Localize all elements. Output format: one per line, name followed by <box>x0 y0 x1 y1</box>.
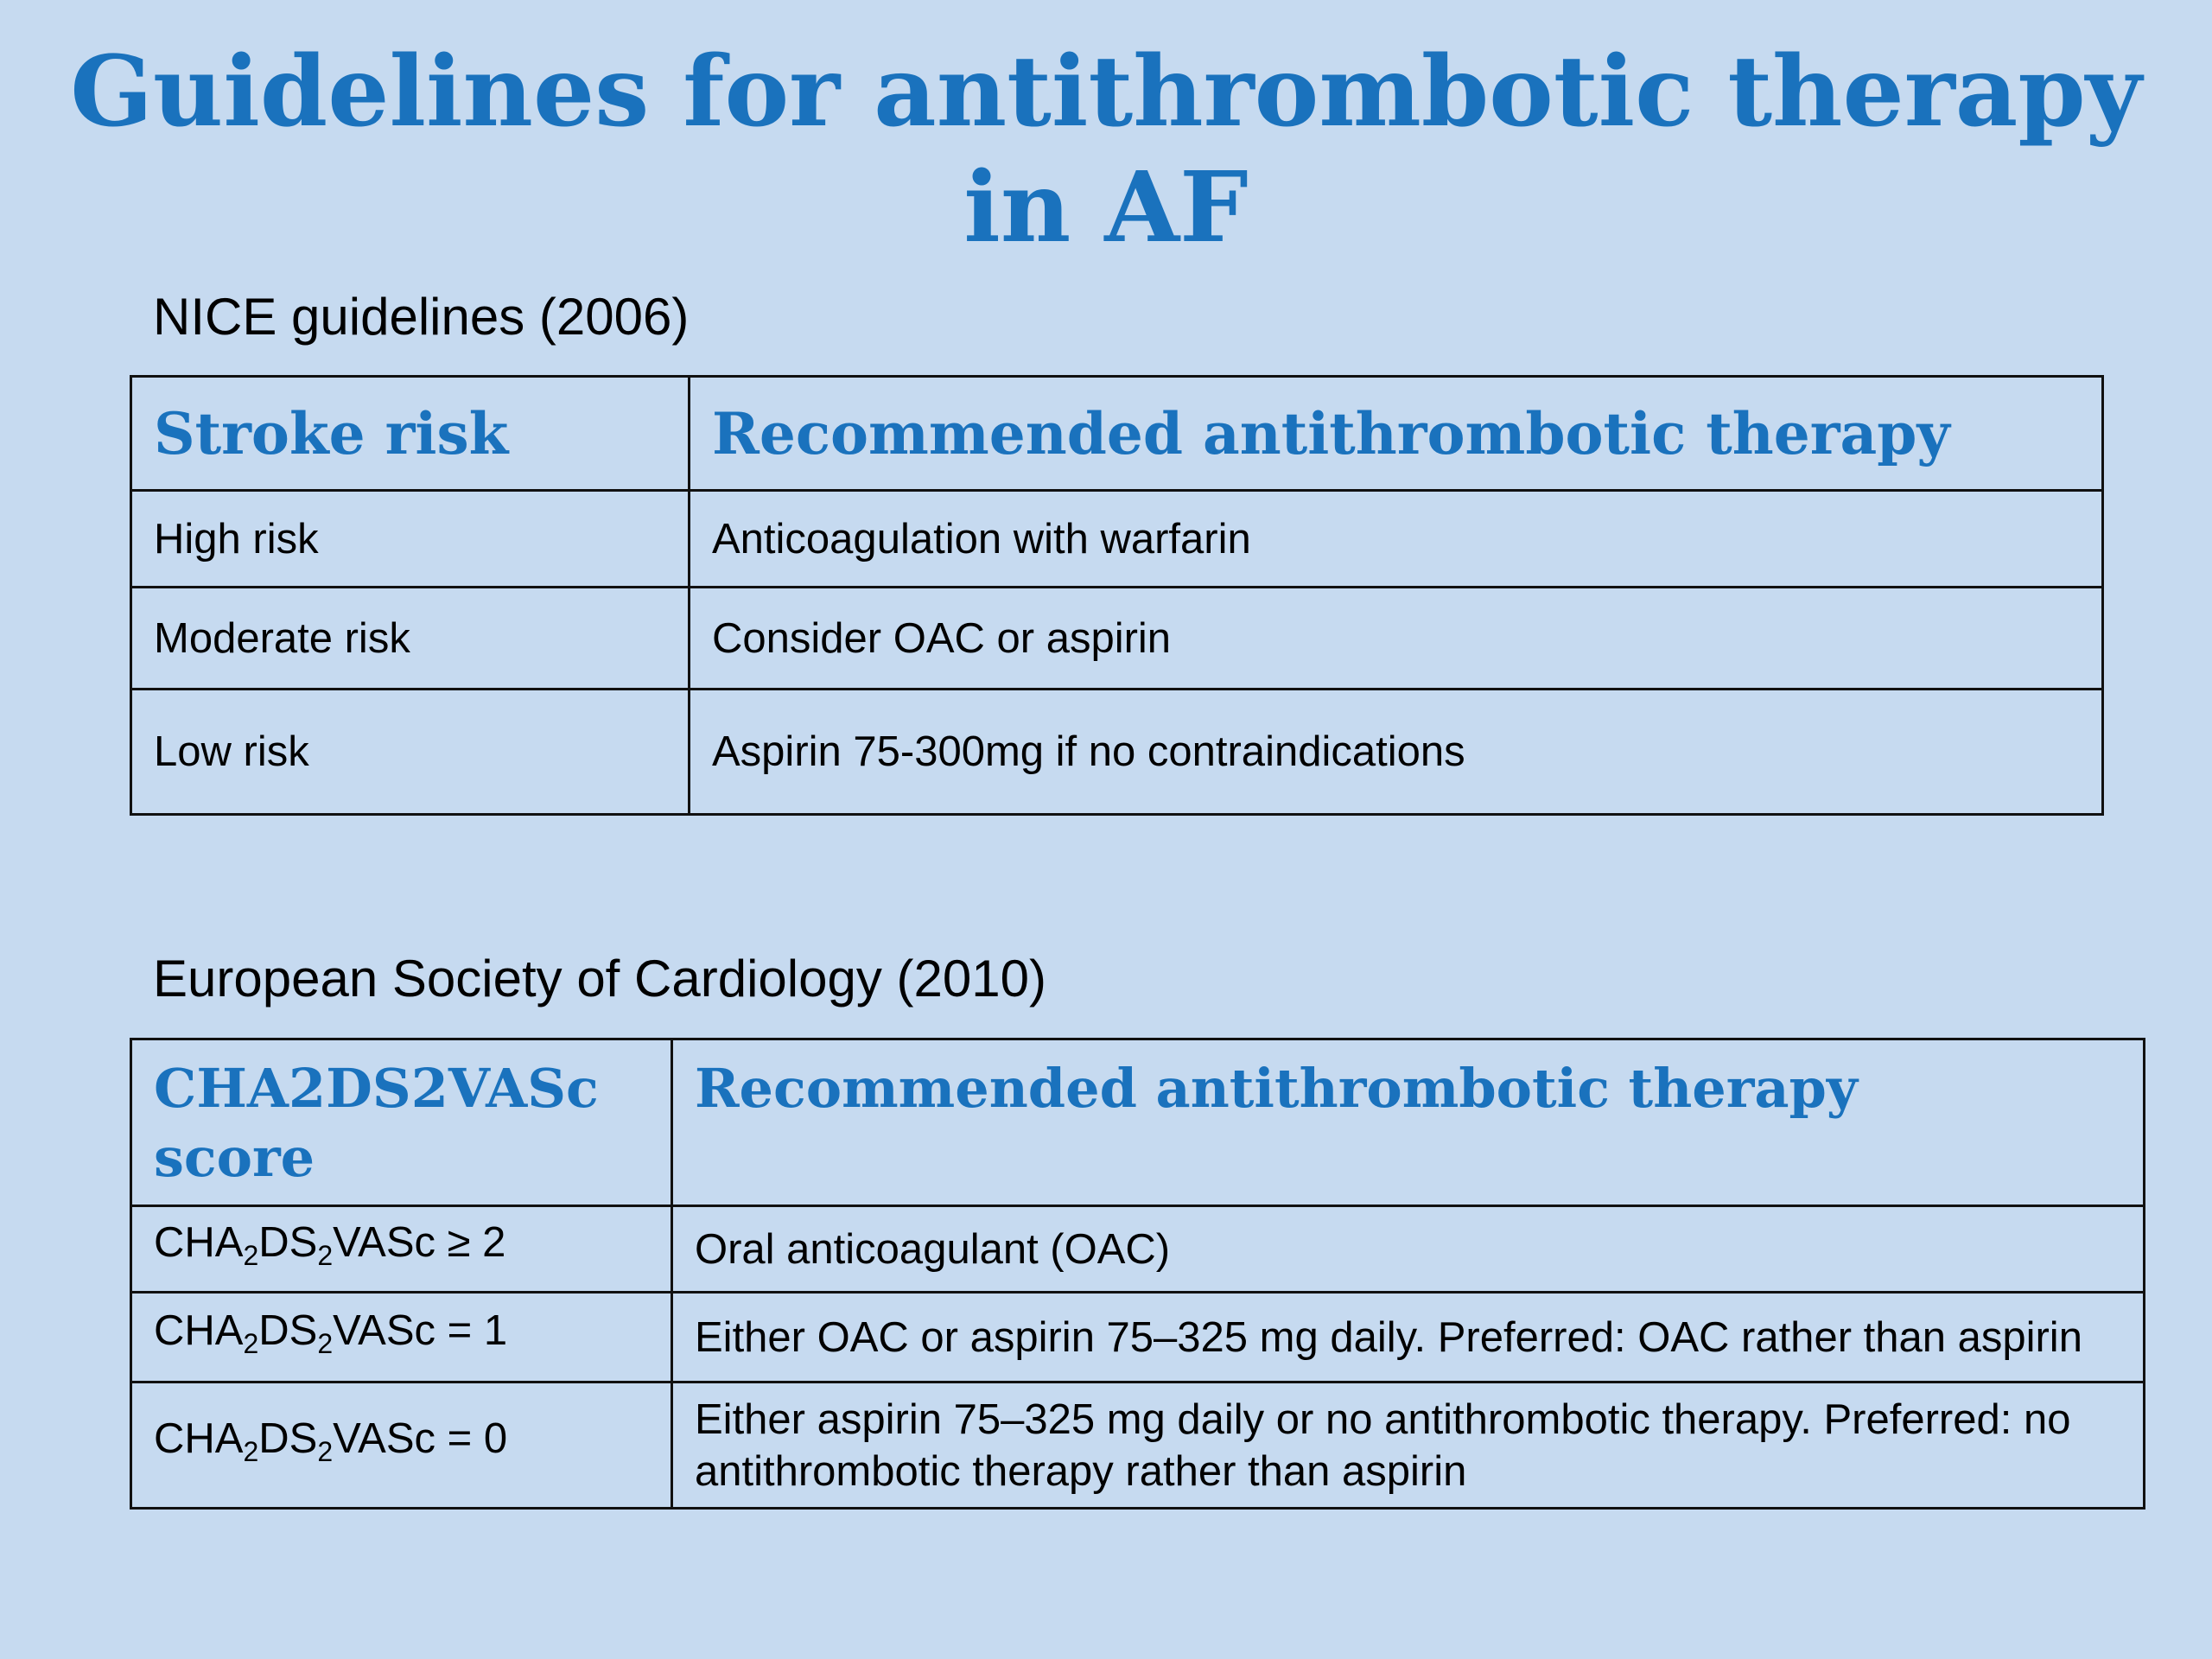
table-header-row <box>131 377 2103 491</box>
therapy-cell: Consider OAC or aspirin <box>690 588 2103 690</box>
therapy-cell: Either aspirin 75–325 mg daily or no antithrombotic therapy. Preferred: no antithrombotic therapy rather than aspirin <box>672 1382 2145 1509</box>
table-row <box>131 1206 2145 1293</box>
score-cell: $CHA_2DS_2VASc = 0$ <box>131 1382 672 1509</box>
table-row <box>131 1382 2145 1509</box>
therapy-cell: Aspirin 75-300mg if no contraindications <box>690 690 2103 815</box>
nice-section-label: NICE guidelines (2006) <box>153 288 690 346</box>
table-row <box>131 588 2103 690</box>
column-header-therapy: Recommended antithrombotic therapy <box>690 377 2103 491</box>
column-header-stroke-risk: Stroke risk <box>131 377 690 491</box>
risk-cell: Moderate risk <box>131 588 690 690</box>
esc-section-label: European Society of Cardiology (2010) <box>153 950 1046 1007</box>
nice-guidelines-table <box>130 375 2104 816</box>
table-header-row <box>131 1039 2145 1206</box>
page-title: Guidelines for antithrombotic therapy in AF <box>70 35 2142 264</box>
risk-cell: High risk <box>131 491 690 588</box>
score-cell: $CHA_2DS_2VASc = 1$ <box>131 1293 672 1382</box>
therapy-cell: Oral anticoagulant (OAC) <box>672 1206 2145 1293</box>
risk-cell: Low risk <box>131 690 690 815</box>
score-cell: $CHA_2DS_2VASc \ge 2$ <box>131 1206 672 1293</box>
table-row <box>131 1293 2145 1382</box>
therapy-cell: Anticoagulation with warfarin <box>690 491 2103 588</box>
column-header-score: CHA2DS2VASc score <box>131 1039 672 1206</box>
table-row <box>131 491 2103 588</box>
esc-guidelines-table <box>130 1038 2145 1510</box>
therapy-cell: Either OAC or aspirin 75–325 mg daily. Preferred: OAC rather than aspirin <box>672 1293 2145 1382</box>
column-header-therapy: Recommended antithrombotic therapy <box>672 1039 2145 1206</box>
table-row <box>131 690 2103 815</box>
